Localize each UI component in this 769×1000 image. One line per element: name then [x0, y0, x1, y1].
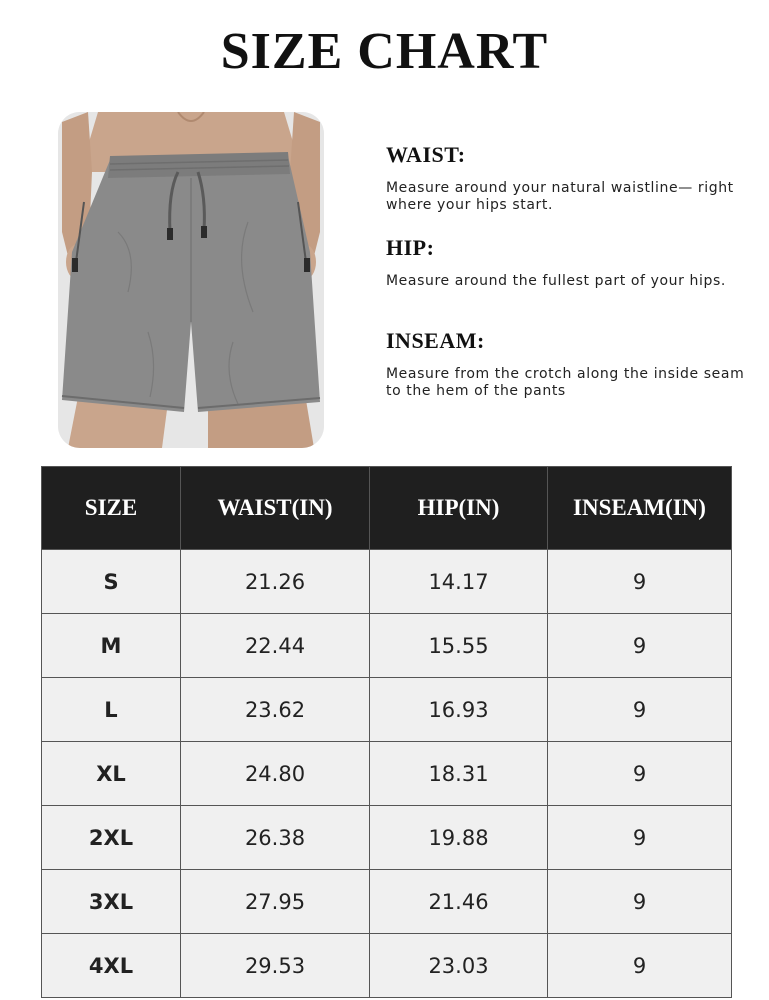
size-cell: 3XL	[42, 870, 181, 934]
hip-cell: 23.03	[370, 934, 548, 998]
page-title: SIZE CHART	[220, 23, 549, 80]
waist-cell: 29.53	[181, 934, 370, 998]
waist-heading: WAIST:	[386, 142, 466, 167]
hip-cell: 14.17	[370, 550, 548, 614]
table-row	[42, 870, 732, 934]
size-cell: S	[42, 550, 181, 614]
inseam-text: Measure from the crotch along the inside seam to the hem of the pants	[386, 366, 745, 399]
product-photo	[58, 112, 324, 448]
table-row	[42, 806, 732, 870]
hip-cell: 16.93	[370, 678, 548, 742]
hip-text: Measure around the fullest part of your hips.	[386, 273, 726, 289]
header-waist: WAIST(IN)	[181, 467, 370, 550]
inseam-cell: 9	[548, 806, 732, 870]
size-cell: M	[42, 614, 181, 678]
inseam-cell: 9	[548, 934, 732, 998]
hip-cell: 21.46	[370, 870, 548, 934]
inseam-description	[386, 328, 746, 400]
hip-cell: 15.55	[370, 614, 548, 678]
table-header-row	[42, 467, 732, 550]
waist-cell: 26.38	[181, 806, 370, 870]
inseam-cell: 9	[548, 870, 732, 934]
table-row	[42, 614, 732, 678]
hip-cell: 19.88	[370, 806, 548, 870]
size-table	[41, 466, 732, 998]
table-row	[42, 934, 732, 998]
waist-cell: 24.80	[181, 742, 370, 806]
header-inseam: INSEAM(IN)	[548, 467, 732, 550]
inseam-cell: 9	[548, 614, 732, 678]
hip-heading: HIP:	[386, 235, 435, 260]
size-cell: L	[42, 678, 181, 742]
header-size: SIZE	[42, 467, 181, 550]
waist-cell: 22.44	[181, 614, 370, 678]
waist-cell: 27.95	[181, 870, 370, 934]
waist-description	[386, 142, 746, 214]
size-cell: XL	[42, 742, 181, 806]
inseam-cell: 9	[548, 742, 732, 806]
hip-cell: 18.31	[370, 742, 548, 806]
waist-text: Measure around your natural waistline— right where your hips start.	[386, 180, 734, 213]
table-row	[42, 742, 732, 806]
inseam-cell: 9	[548, 678, 732, 742]
hip-description	[386, 235, 746, 290]
table-row	[42, 678, 732, 742]
waist-cell: 23.62	[181, 678, 370, 742]
header-hip: HIP(IN)	[370, 467, 548, 550]
waist-cell: 21.26	[181, 550, 370, 614]
size-cell: 2XL	[42, 806, 181, 870]
inseam-cell: 9	[548, 550, 732, 614]
table-row	[42, 550, 732, 614]
size-cell: 4XL	[42, 934, 181, 998]
inseam-heading: INSEAM:	[386, 328, 485, 353]
